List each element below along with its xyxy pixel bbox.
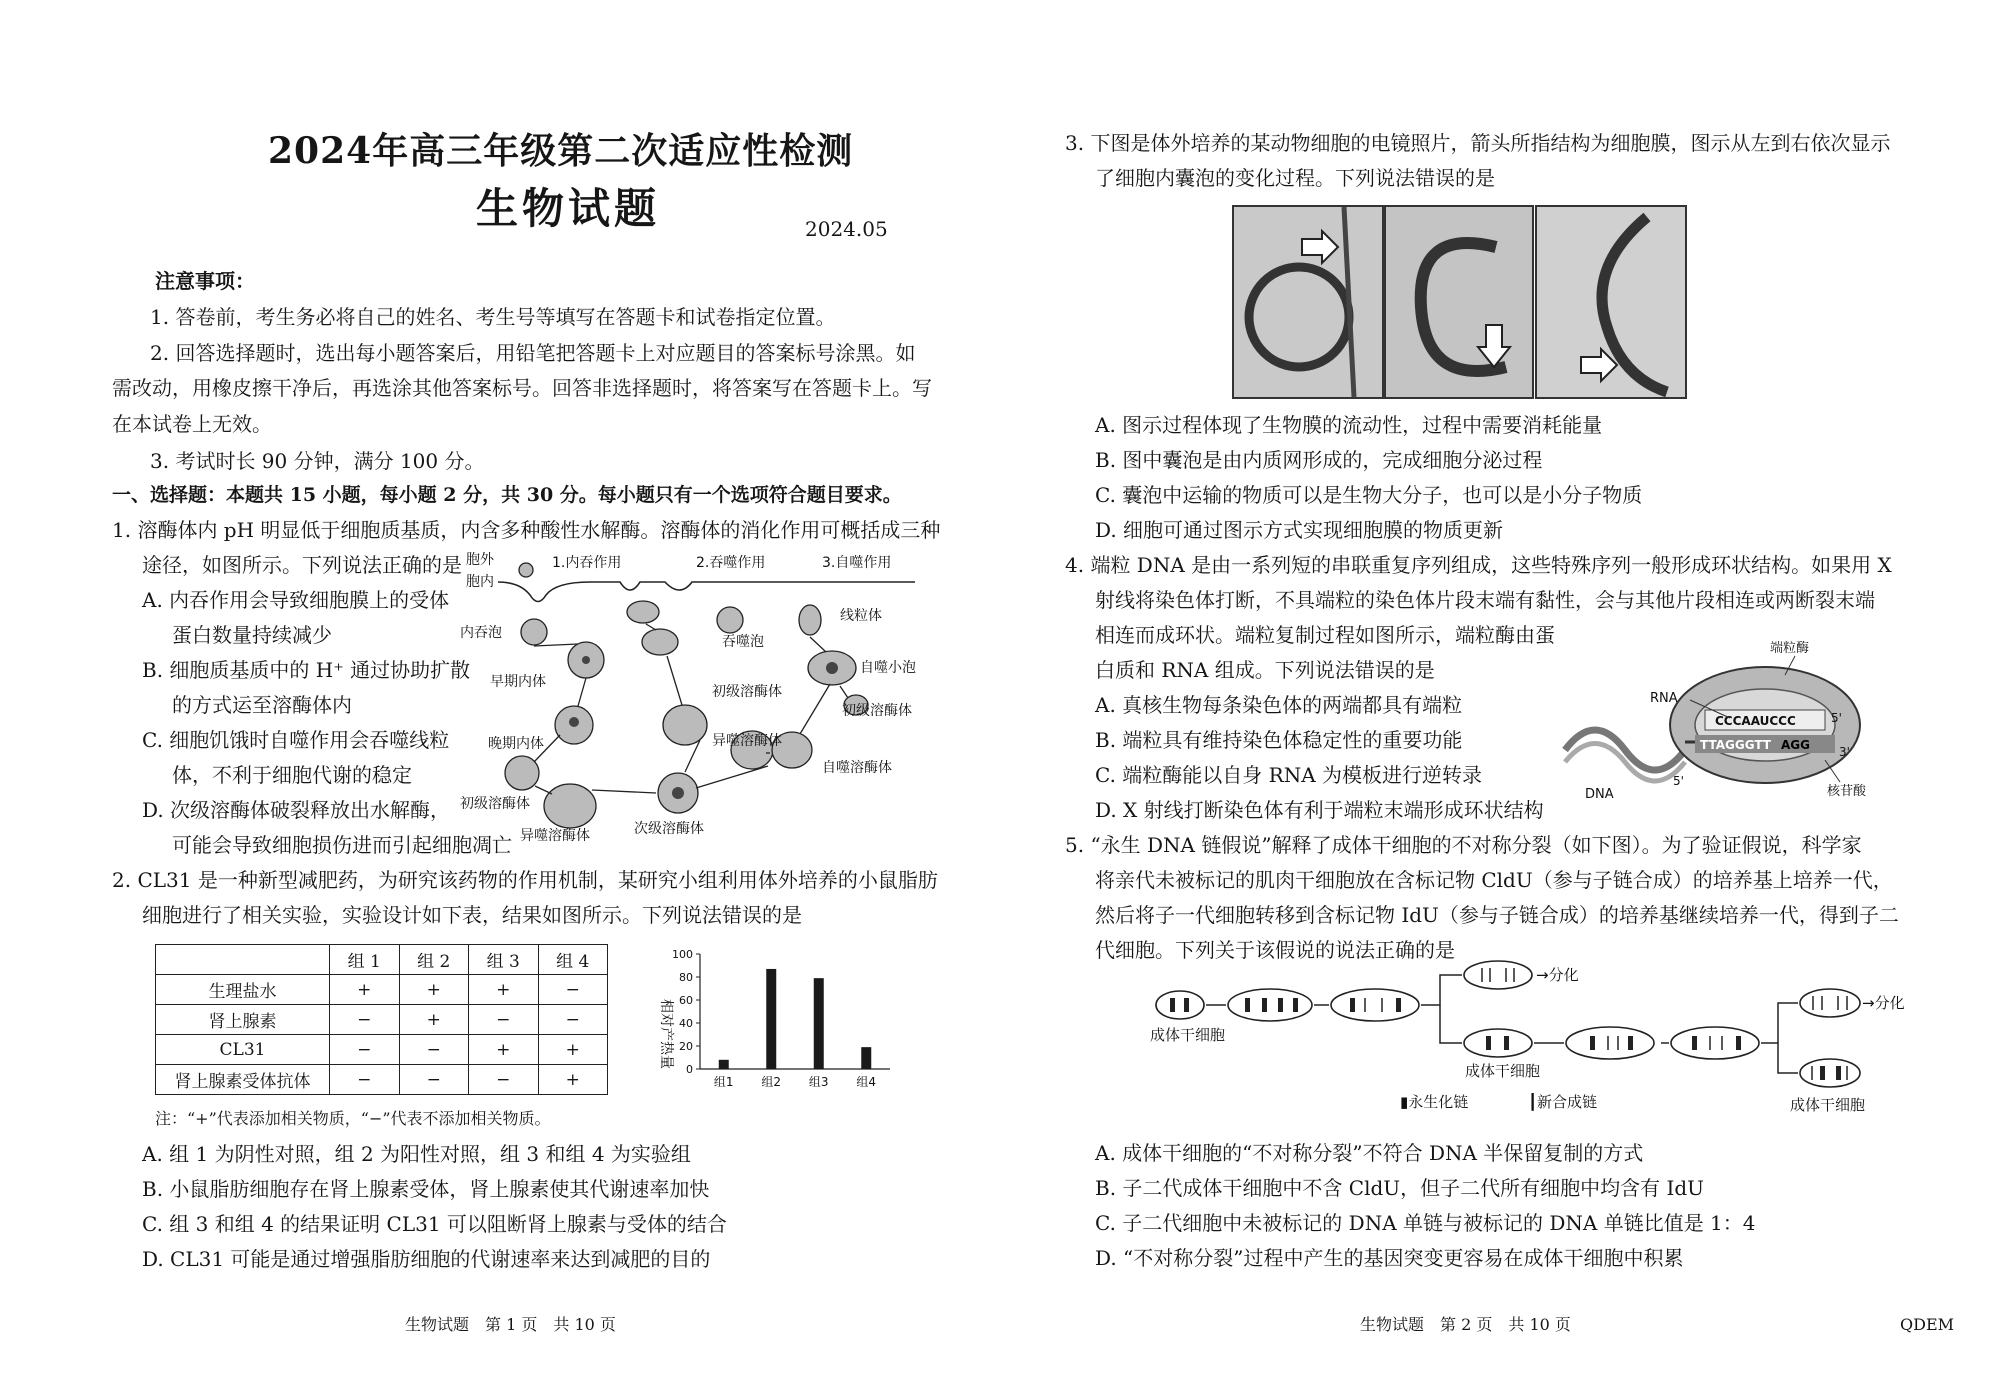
chart-bar (766, 969, 776, 1069)
table-header-cell: 组 3 (469, 945, 539, 975)
chart-x-tick-label: 组3 (808, 1075, 829, 1089)
q1-option-c: C. 细胞饥饿时自噬作用会吞噬线粒 (142, 728, 450, 752)
label-5-prime-rna: 5' (1831, 711, 1842, 725)
q2-option-c: C. 组 3 和组 4 的结果证明 CL31 可以阻断肾上腺素与受体的结合 (142, 1212, 727, 1236)
label-mitochondrion: 线粒体 (840, 608, 882, 624)
legend-immortal-strand: ▮永生化链 (1400, 1093, 1469, 1111)
exam-date: 2024.05 (805, 217, 888, 241)
q5-option-a: A. 成体干细胞的“不对称分裂”不符合 DNA 半保留复制的方式 (1095, 1141, 1644, 1165)
label-late-endosome: 晚期内体 (488, 736, 544, 752)
q2-option-b: B. 小鼠脂肪细胞存在肾上腺素受体，肾上腺素使其代谢速率加快 (142, 1177, 710, 1201)
label-adult-stem-cell-1: 成体干细胞 (1150, 1026, 1226, 1044)
table-cell: + (469, 1035, 539, 1065)
dna-sequence: TTAGGGTT (1700, 738, 1771, 752)
q1-option-d-cont: 可能会导致细胞损伤进而引起细胞凋亡 (172, 833, 512, 857)
q4-stem: 白质和 RNA 组成。下列说法错误的是 (1095, 658, 1435, 682)
q5-stem: 5. “永生 DNA 链假说”解释了成体干细胞的不对称分裂（如下图）。为了验证假说，科学家 (1065, 833, 1862, 857)
label-telomerase: 端粒酶 (1770, 641, 1810, 656)
table-cell: − (330, 1035, 400, 1065)
table-cell: + (469, 975, 539, 1005)
table-header-row (156, 945, 608, 975)
notice-line: 需改动，用橡皮擦干净后，再选涂其他答案标号。回答非选择题时，将答案写在答题卡上。写 (112, 376, 932, 400)
q4-stem: 射线将染色体打断，不具端粒的染色体片段末端有黏性，会与其他片段相连或两断裂末端 (1095, 588, 1875, 612)
q4-option-b: B. 端粒具有维持染色体稳定性的重要功能 (1095, 728, 1463, 752)
table-cell: 肾上腺素 (156, 1005, 330, 1035)
chart-x-tick-label: 组4 (856, 1075, 877, 1089)
chart-bar (719, 1060, 729, 1069)
label-primary-lysosome-3: 初级溶酶体 (842, 703, 912, 719)
table-cell: − (330, 1065, 400, 1095)
label-secondary-lysosome: 次级溶酶体 (634, 821, 704, 837)
exam-title: 2024年高三年级第二次适应性检测 (268, 130, 854, 172)
q1-option-a: A. 内吞作用会导致细胞膜上的受体 (142, 588, 450, 612)
label-endocytic-vesicle: 内吞泡 (460, 625, 502, 641)
q2-design-table (155, 944, 608, 1095)
notice-line: 1. 答卷前，考生务必将自己的姓名、考生号等填写在答题卡和试卷指定位置。 (150, 305, 836, 329)
label-differentiation-2: →分化 (1862, 994, 1905, 1012)
asymmetric-division-figure (1150, 965, 1905, 1115)
em-photo-1 (1232, 205, 1384, 399)
label-differentiation-1: →分化 (1536, 966, 1579, 984)
q1-option-a-cont: 蛋白数量持续减少 (172, 623, 332, 647)
label-phagocytic-vesicle: 吞噬泡 (722, 634, 764, 650)
q2-stem: 2. CL31 是一种新型减肥药，为研究该药物的作用机制，某研究小组利用体外培养的小鼠脂肪 (112, 868, 938, 892)
page-footer: 生物试题 第 1 页 共 10 页 (405, 1315, 616, 1334)
notice-line: 在本试卷上无效。 (112, 412, 272, 436)
legend-new-strand: ┃新合成链 (1528, 1093, 1598, 1111)
chart-y-tick-label: 40 (679, 1017, 693, 1030)
q2-table-note: 注：“+”代表添加相关物质，“−”代表不添加相关物质。 (155, 1109, 551, 1128)
label-early-endosome: 早期内体 (490, 674, 546, 690)
label-adult-stem-cell-2: 成体干细胞 (1465, 1062, 1541, 1080)
label-inside: 胞内 (466, 574, 494, 590)
q5-option-d: D. “不对称分裂”过程中产生的基因突变更容易在成体干细胞中积累 (1095, 1246, 1684, 1270)
table-cell: − (469, 1005, 539, 1035)
q1-option-d: D. 次级溶酶体破裂释放出水解酶， (142, 798, 451, 822)
page-footer: 生物试题 第 2 页 共 10 页 (1360, 1315, 1571, 1334)
chart-y-tick-label: 20 (679, 1040, 693, 1053)
q3-option-b: B. 图中囊泡是由内质网形成的，完成细胞分泌过程 (1095, 448, 1543, 472)
q2-option-a: A. 组 1 为阴性对照，组 2 为阳性对照，组 3 和组 4 为实验组 (142, 1142, 691, 1166)
label-heterophagic-lysosome-2: 异噬溶酶体 (712, 733, 782, 749)
table-row (156, 1035, 608, 1065)
em-photo-3 (1535, 205, 1687, 399)
q2-option-d: D. CL31 可能是通过增强脂肪细胞的代谢速率来达到减肥的目的 (142, 1247, 711, 1271)
exam-subtitle: 生物试题 (476, 184, 661, 233)
q4-option-c: C. 端粒酶能以自身 RNA 为模板进行逆转录 (1095, 763, 1483, 787)
notice-line: 3. 考试时长 90 分钟，满分 100 分。 (150, 449, 485, 473)
lysosome-pathway-figure (460, 550, 930, 844)
table-cell: + (399, 1005, 469, 1035)
q1-option-c-cont: 体，不利于细胞代谢的稳定 (172, 763, 412, 787)
q1-option-b: B. 细胞质基质中的 H⁺ 通过协助扩散 (142, 658, 471, 682)
em-photo-2 (1384, 205, 1534, 399)
label-rna: RNA (1650, 691, 1678, 706)
table-cell: 肾上腺素受体抗体 (156, 1065, 330, 1095)
table-cell: + (538, 1035, 608, 1065)
q1-stem: 途径，如图所示。下列说法正确的是 (142, 553, 462, 577)
q4-stem: 4. 端粒 DNA 是由一系列短的串联重复序列组成，这些特殊序列一般形成环状结构。如果用 X (1065, 553, 1892, 577)
label-pathway-1: 1.内吞作用 (552, 555, 622, 571)
table-cell: + (330, 975, 400, 1005)
q1-stem: 1. 溶酶体内 pH 明显低于细胞质基质，内含多种酸性水解酶。溶酶体的消化作用可概括成三种 (112, 518, 941, 542)
label-dna: DNA (1585, 787, 1614, 802)
table-cell: − (538, 1005, 608, 1035)
q4-stem: 相连而成环状。端粒复制过程如图所示，端粒酶由蛋 (1095, 623, 1555, 647)
notice-line: 2. 回答选择题时，选出每小题答案后，用铅笔把答题卡上对应题目的答案标号涂黑。如 (150, 341, 916, 365)
label-primary-lysosome-2: 初级溶酶体 (712, 684, 782, 700)
table-header-cell: 组 2 (399, 945, 469, 975)
label-autolysosome: 自噬溶酶体 (822, 760, 892, 776)
table-cell: − (330, 1005, 400, 1035)
q2-stem: 细胞进行了相关实验，实验设计如下表，结果如图所示。下列说法错误的是 (142, 903, 802, 927)
q3-option-c: C. 囊泡中运输的物质可以是生物大分子，也可以是小分子物质 (1095, 483, 1643, 507)
q3-option-a: A. 图示过程体现了生物膜的流动性，过程中需要消耗能量 (1095, 413, 1603, 437)
new-bases: AGG (1781, 738, 1810, 752)
q1-option-b-cont: 的方式运至溶酶体内 (172, 693, 352, 717)
chart-y-label: 相对产热量 (658, 999, 674, 1069)
table-header-cell: 组 1 (330, 945, 400, 975)
table-cell: + (538, 1065, 608, 1095)
q4-option-d: D. X 射线打断染色体有利于端粒末端形成环状结构 (1095, 798, 1544, 822)
q5-stem: 将亲代未被标记的肌肉干细胞放在含标记物 CldU（参与子链合成）的培养基上培养一代， (1095, 868, 1893, 892)
label-outside: 胞外 (466, 552, 494, 568)
q3-stem: 3. 下图是体外培养的某动物细胞的电镜照片，箭头所指结构为细胞膜，图示从左到右依次显示 (1065, 131, 1891, 155)
section-heading: 一、选择题：本题共 15 小题，每小题 2 分，共 30 分。每小题只有一个选项符合题目要求。 (112, 484, 902, 506)
label-pathway-2: 2.吞噬作用 (696, 555, 766, 571)
notice-title: 注意事项： (155, 269, 255, 293)
label-adult-stem-cell-3: 成体干细胞 (1790, 1096, 1866, 1114)
chart-y-tick-label: 60 (679, 994, 693, 1007)
table-cell: − (469, 1065, 539, 1095)
table-cell: − (538, 975, 608, 1005)
label-pathway-3: 3.自噬作用 (822, 555, 892, 571)
chart-bar (861, 1047, 871, 1069)
rna-sequence: CCCAAUCCC (1715, 714, 1796, 728)
table-row (156, 975, 608, 1005)
table-cell: − (399, 1065, 469, 1095)
label-5-prime-dna: 5' (1673, 774, 1684, 788)
label-nucleotide: 核苷酸 (1827, 784, 1867, 799)
chart-y-tick-label: 0 (686, 1063, 693, 1076)
q5-option-c: C. 子二代细胞中未被标记的 DNA 单链与被标记的 DNA 单链比值是 1：4 (1095, 1211, 1756, 1235)
table-header-cell (156, 945, 330, 975)
q5-option-b: B. 子二代成体干细胞中不含 CldU，但子二代所有细胞中均含有 IdU (1095, 1176, 1705, 1200)
chart-x-tick-label: 组1 (713, 1075, 734, 1089)
table-header-cell: 组 4 (538, 945, 608, 975)
table-cell: CL31 (156, 1035, 330, 1065)
heat-production-bar-chart (640, 944, 920, 1094)
label-3-prime: 3' (1839, 745, 1850, 759)
chart-bar (814, 978, 824, 1069)
table-row (156, 1065, 608, 1095)
chart-y-tick-label: 80 (679, 971, 693, 984)
chart-y-tick-label: 100 (672, 948, 693, 961)
q5-stem: 然后将子一代细胞转移到含标记物 IdU（参与子链合成）的培养基继续培养一代，得到子二 (1095, 903, 1899, 927)
table-row (156, 1005, 608, 1035)
label-heterophagic-lysosome: 异噬溶酶体 (520, 828, 590, 844)
telomerase-figure (1555, 630, 1875, 800)
page-2 (1000, 0, 2000, 1394)
q3-stem: 了细胞内囊泡的变化过程。下列说法错误的是 (1095, 166, 1495, 190)
exam-code: QDEM (1900, 1315, 1955, 1334)
chart-x-tick-label: 组2 (761, 1075, 782, 1089)
table-cell: 生理盐水 (156, 975, 330, 1005)
q3-option-d: D. 细胞可通过图示方式实现细胞膜的物质更新 (1095, 518, 1504, 542)
label-autophagic-vesicle: 自噬小泡 (860, 660, 916, 676)
table-cell: − (399, 1035, 469, 1065)
table-cell: + (399, 975, 469, 1005)
q4-option-a: A. 真核生物每条染色体的两端都具有端粒 (1095, 693, 1463, 717)
label-primary-lysosome: 初级溶酶体 (460, 796, 530, 812)
q5-stem: 代细胞。下列关于该假说的说法正确的是 (1095, 938, 1455, 962)
